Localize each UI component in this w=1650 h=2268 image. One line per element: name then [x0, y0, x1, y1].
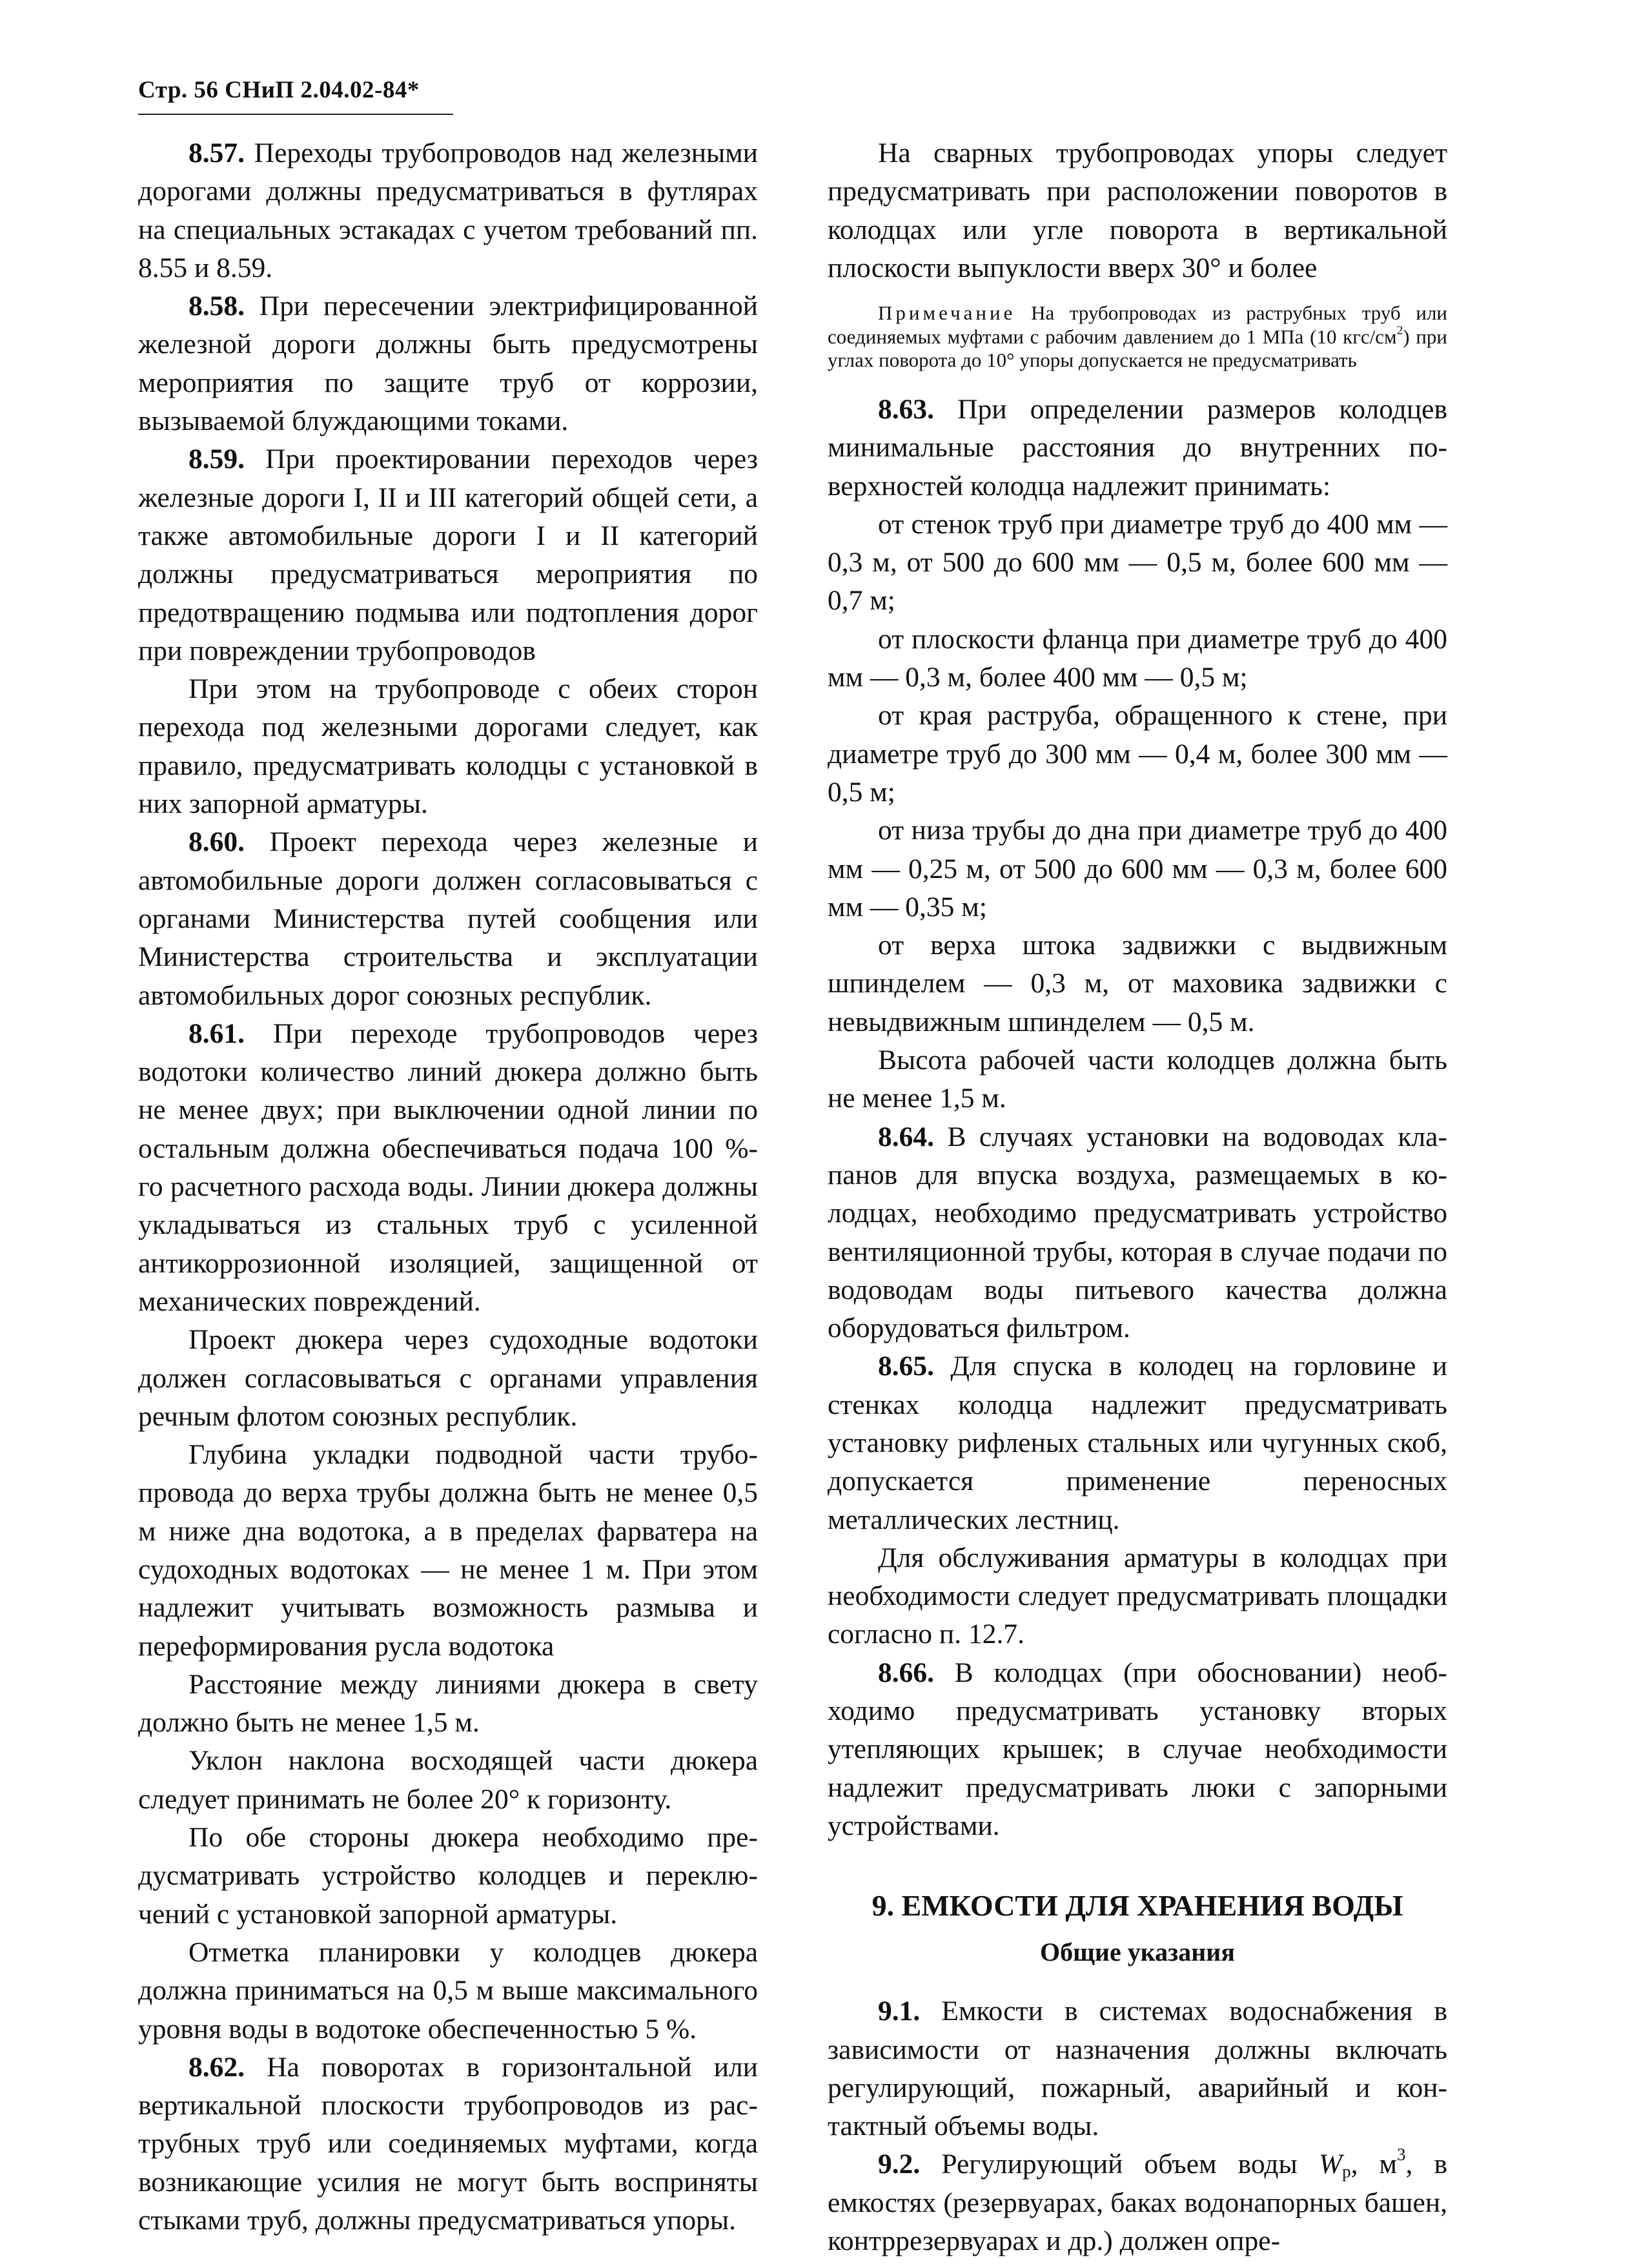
header-rule	[138, 114, 453, 115]
clause-text: Переходы трубопроводов над железными дорогами должны предусматриваться в футлярах на специальных эстакадах с учетом требований пп. 8.55 и 8.59.	[138, 138, 759, 283]
clause-text: Емкости в системах водоснабжения в зависимости от назначения должны включать регулирующий, пожарный, аварийный и контактный объемы воды.	[828, 1996, 1447, 2142]
note-label: Примечание	[878, 301, 1016, 325]
note-superscript: 2	[1396, 323, 1403, 338]
clause-number: 8.61.	[188, 1017, 245, 1049]
note-text-end: ) при углах поворота до 10° упоры допускается не предусматривать	[828, 325, 1447, 372]
clause-text: В колодцах (при обосновании) необходимо предусматривать установку вторых утепляющих крышек; в случае необходимости надлежит предусматривать люки с запорными устройствами.	[828, 1657, 1448, 1841]
paragraph-8-60	[138, 823, 758, 1014]
paragraph-8-62	[138, 2048, 758, 2240]
clause-text: Проект перехода через железные и автомобильные дороги должен согласовываться с органами Министерства путей сообщения или Министерства строительства и эксплуатации автомобильных дорог союзных республик.	[138, 826, 759, 1011]
paragraph	[138, 1742, 758, 1819]
paragraph-text: Уклон наклона восходящей части дюкера следует принимать не более 20° к горизонту.	[138, 1745, 758, 1815]
clause-number: 8.57.	[188, 138, 245, 169]
paragraph-text: Для обслуживания арматуры в колодцах при необходимости следует предусматривать площадки согласно п. 12.7.	[828, 1542, 1447, 1650]
note-text: На трубопроводах из раструбных труб или соединяемых муфтами с рабочим давлением до 1 МПа (10 кгс/см	[828, 301, 1447, 348]
paragraph-8-66	[828, 1654, 1447, 1845]
note	[828, 301, 1447, 373]
clause-text: При определении размеров колодцев минимальные расстояния до внутренних поверхностей колодца надлежит принимать:	[828, 393, 1447, 502]
paragraph-text: от верха штока задвижки с выдвижным шпинделем — 0,3 м, от маховика задвижки с невыдвижным шпинделем — 0,5 м.	[828, 930, 1447, 1037]
paragraph-text: Глубина укладки подводной части трубопровода до верха трубы должна быть не менее 0,5 м ниже дна водотока, а в пределах фарватера на судоходных водотоках — не менее 1 м. При этом надлежит учитывать возможность размыва и переформирования русла водотока	[138, 1439, 758, 1662]
paragraph	[828, 620, 1447, 697]
clause-number: 8.63.	[878, 393, 934, 425]
paragraph-welded-pipes	[828, 134, 1447, 287]
paragraph	[138, 670, 758, 823]
variable-subscript: р	[1342, 2162, 1351, 2182]
paragraph-8-58	[138, 287, 758, 440]
clause-number: 8.60.	[188, 826, 245, 858]
paragraph-8-59	[138, 440, 758, 670]
paragraph	[828, 1539, 1447, 1654]
unit-superscript: 3	[1397, 2145, 1406, 2165]
clause-number: 8.58.	[188, 291, 245, 322]
paragraph	[138, 1666, 758, 1742]
paragraph	[138, 1436, 758, 1666]
paragraph-8-57	[138, 134, 758, 287]
paragraph-text: от стенок труб при диаметре труб до 400 мм — 0,3 м, от 500 до 600 мм — 0,5 м, более 600 мм — 0,7 м;	[828, 508, 1447, 617]
paragraph-text: Высота рабочей части колодцев должна быть не менее 1,5 м.	[828, 1045, 1447, 1114]
clause-text: На поворотах в горизонтальной или вертикальной плоскости трубопроводов из раструбных труб или соединяемых муфтами, когда возникающие усилия не могут быть восприняты стыками труб, должны предусматриваться упоры.	[138, 2051, 759, 2236]
paragraph-8-63	[828, 391, 1447, 506]
paragraph	[138, 1819, 758, 1934]
clause-text: , м	[1350, 2149, 1398, 2180]
section-subtitle: Общие указания	[1040, 1937, 1235, 1967]
section-title: 9. ЕМКОСТИ ДЛЯ ХРАНЕНИЯ ВОДЫ	[871, 1889, 1403, 1923]
page-header: Стр. 56 СНиП 2.04.02-84*	[138, 77, 420, 103]
paragraph-text: При этом на трубопроводе с обеих сторон перехода под железными дорогами следует, как правило, предусматривать колодцы с установкой в них запорной арматуры.	[138, 673, 758, 820]
clause-text: При переходе трубопроводов через водотоки количество линий дюкера должно быть не менее двух; при выключении одной линии по остальным должна обеспечиваться подача 100 %-го расчетного расхода воды. Линии дюкера должны укладываться из стальных труб с усиленной антикоррозионной изоляцией, защищенной от механических повреждений.	[138, 1017, 759, 1317]
clause-text: При проектировании переходов через железные дороги I, II и III категорий общей сети, а также автомобильные дороги I и II категорий должны предусматриваться мероприятия по предотвращению подмыва или подтопления дорог при повреждении трубопроводов	[138, 444, 758, 666]
paragraph-text: от низа трубы до дна при диаметре труб до 400 мм — 0,25 м, от 500 до 600 мм — 0,3 м, более 600 мм — 0,35 м;	[828, 815, 1447, 923]
clause-number: 8.66.	[878, 1657, 934, 1688]
clause-number: 8.64.	[878, 1121, 934, 1152]
clause-text: , в емкостях (резервуарах, баках водонапорных башен, контррезервуарах и др.) должен опре-	[828, 2149, 1448, 2257]
paragraph	[828, 697, 1447, 812]
paragraph	[828, 1041, 1447, 1118]
variable-w: W	[1318, 2149, 1343, 2180]
clause-number: 8.62.	[188, 2051, 245, 2083]
left-column	[138, 134, 758, 2240]
paragraph-text: Отметка планировки у колодцев дюкера должна приниматься на 0,5 м выше максимального уровня воды в водотоке обеспеченностью 5 %.	[138, 1936, 758, 2045]
paragraph	[828, 812, 1447, 926]
paragraph-8-61	[138, 1015, 758, 1321]
paragraph	[828, 926, 1447, 1041]
paragraph-text: На сварных трубопроводах упоры следует предусматривать при расположении поворотов в колодцах или угле поворота в вертикальной плоскости выпуклости вверх 30° и более	[828, 138, 1447, 283]
right-column	[828, 134, 1447, 2260]
paragraph-8-64	[828, 1118, 1447, 1348]
paragraph-text: от плоскости фланца при диаметре труб до 400 мм — 0,3 м, более 400 мм — 0,5 м;	[828, 623, 1447, 693]
paragraph-text: Проект дюкера через судоходные водотоки должен согласовываться с органами управления речным флотом союзных республик.	[138, 1324, 758, 1432]
clause-number: 9.2.	[878, 2149, 921, 2180]
clause-text: В случаях установки на водоводах клапанов для впуска воздуха, размещаемых в колодцах, необходимо предусматривать устройство вентиляционной трубы, которая в случае подачи по водоводам воды питьевого качества должна оборудоваться фильтром.	[828, 1121, 1447, 1344]
paragraph-text: Расстояние между линиями дюкера в свету должно быть не менее 1,5 м.	[138, 1668, 758, 1739]
clause-number: 8.65.	[878, 1351, 934, 1382]
clause-text: При пересечении электрифицированной железной дороги должны быть предусмотрены мероприятия по защите труб от коррозии, вызываемой блуждающими токами.	[138, 291, 759, 437]
paragraph-9-2	[828, 2145, 1447, 2260]
paragraph	[828, 506, 1447, 620]
paragraph-9-1	[828, 1992, 1447, 2145]
clause-number: 9.1.	[878, 1996, 921, 2027]
paragraph-8-65	[828, 1347, 1447, 1538]
clause-text: Регулирующий объем воды	[941, 2149, 1319, 2180]
paragraph-text: По обе стороны дюкера необходимо предусматривать устройство колодцев и переключений с установкой запорной арматуры.	[138, 1822, 758, 1930]
paragraph	[138, 1934, 758, 2048]
clause-text: Для спуска в колодец на горловине и стенках колодца надлежит предусматривать установку рифленых стальных или чугунных скоб, допускается применение переносных металлических лестниц.	[828, 1351, 1448, 1535]
paragraph-text: от края раструба, обращенного к стене, при диаметре труб до 300 мм — 0,4 м, более 300 мм — 0,5 м;	[828, 700, 1447, 808]
paragraph	[138, 1321, 758, 1436]
clause-number: 8.59.	[188, 444, 245, 475]
